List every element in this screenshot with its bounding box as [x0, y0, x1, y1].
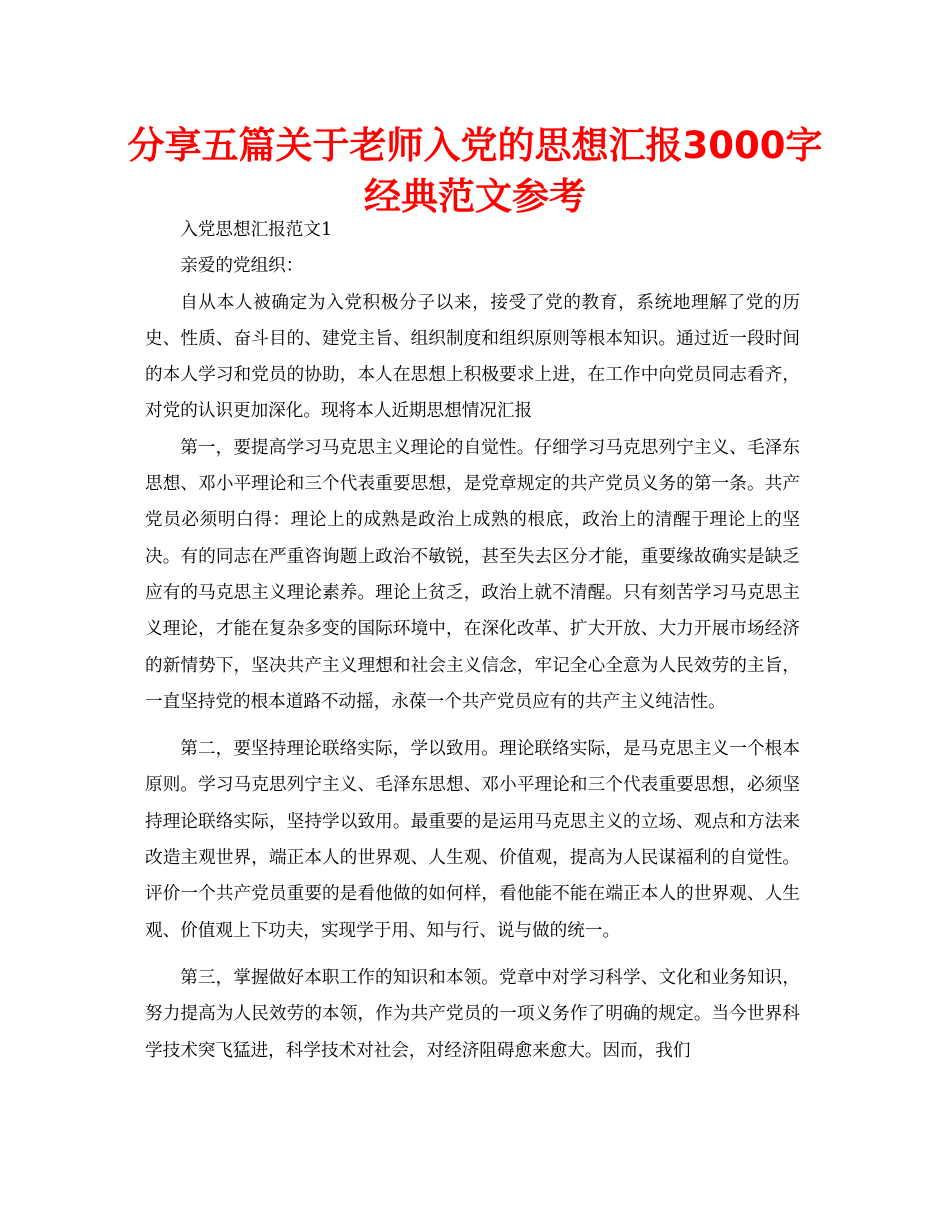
paragraph-third: 第三，掌握做好本职工作的知识和本领。党章中对学习科学、文化和业务知识，努力提高为人民效劳的本领，作为共产党员的一项义务作了明确的规定。当今世界科学技术突飞猛进，科学技术对社会，对经济阻碍愈来愈大。因而，我们: [145, 967, 800, 1061]
paragraph-intro: 自从本人被确定为入党积极分子以来，接受了党的教育，系统地理解了党的历史、性质、奋斗目的、建党主旨、组织制度和组织原则等根本知识。通过近一段时间的本人学习和党员的协助，本人在思想上积极要求上进，在工作中向党员同志看齐，对党的认识更加深化。现将本人近期思想情况汇报: [145, 292, 800, 422]
salutation: 亲爱的党组织：: [180, 256, 304, 277]
paragraph-second: 第二，要坚持理论联络实际，学以致用。理论联络实际，是马克思主义一个根本原则。学习马克思列宁主义、毛泽东思想、邓小平理论和三个代表重要思想，必须坚持理论联络实际，坚持学以致用。最重要的是运用马克思主义的立场、观点和方法来改造主观世界，端正本人的世界观、人生观、价值观，提高为人民谋福利的自觉性。评价一个共产党员重要的是看他做的如何样，看他能不能在端正本人的世界观、人生观、价值观上下功夫，实现学于用、知与行、说与做的统一。: [145, 739, 800, 941]
document-title: 分享五篇关于老师入党的思想汇报3000字经典范文参考: [127, 124, 823, 218]
document-body: [145, 212, 800, 1069]
paragraph-first: 第一，要提高学习马克思主义理论的自觉性。仔细学习马克思列宁主义、毛泽东思想、邓小平理论和三个代表重要思想，是党章规定的共产党员义务的第一条。共产党员必须明白得：理论上的成熟是政治上成熟的根底，政治上的清醒于理论上的坚决。有的同志在严重咨询题上政治不敏锐，甚至失去区分才能，重要缘故确实是缺乏应有的马克思主义理论素养。理论上贫乏，政治上就不清醒。只有刻苦学习马克思主义理论，才能在复杂多变的国际环境中，在深化改革、扩大开放、大力开展市场经济的新情势下，坚决共产主义理想和社会主义信念，牢记全心全意为人民效劳的主旨，一直坚持党的根本道路不动摇，永葆一个共产党员应有的共产主义纯洁性。: [145, 437, 800, 712]
section-heading: 入党思想汇报范文1: [180, 220, 333, 240]
